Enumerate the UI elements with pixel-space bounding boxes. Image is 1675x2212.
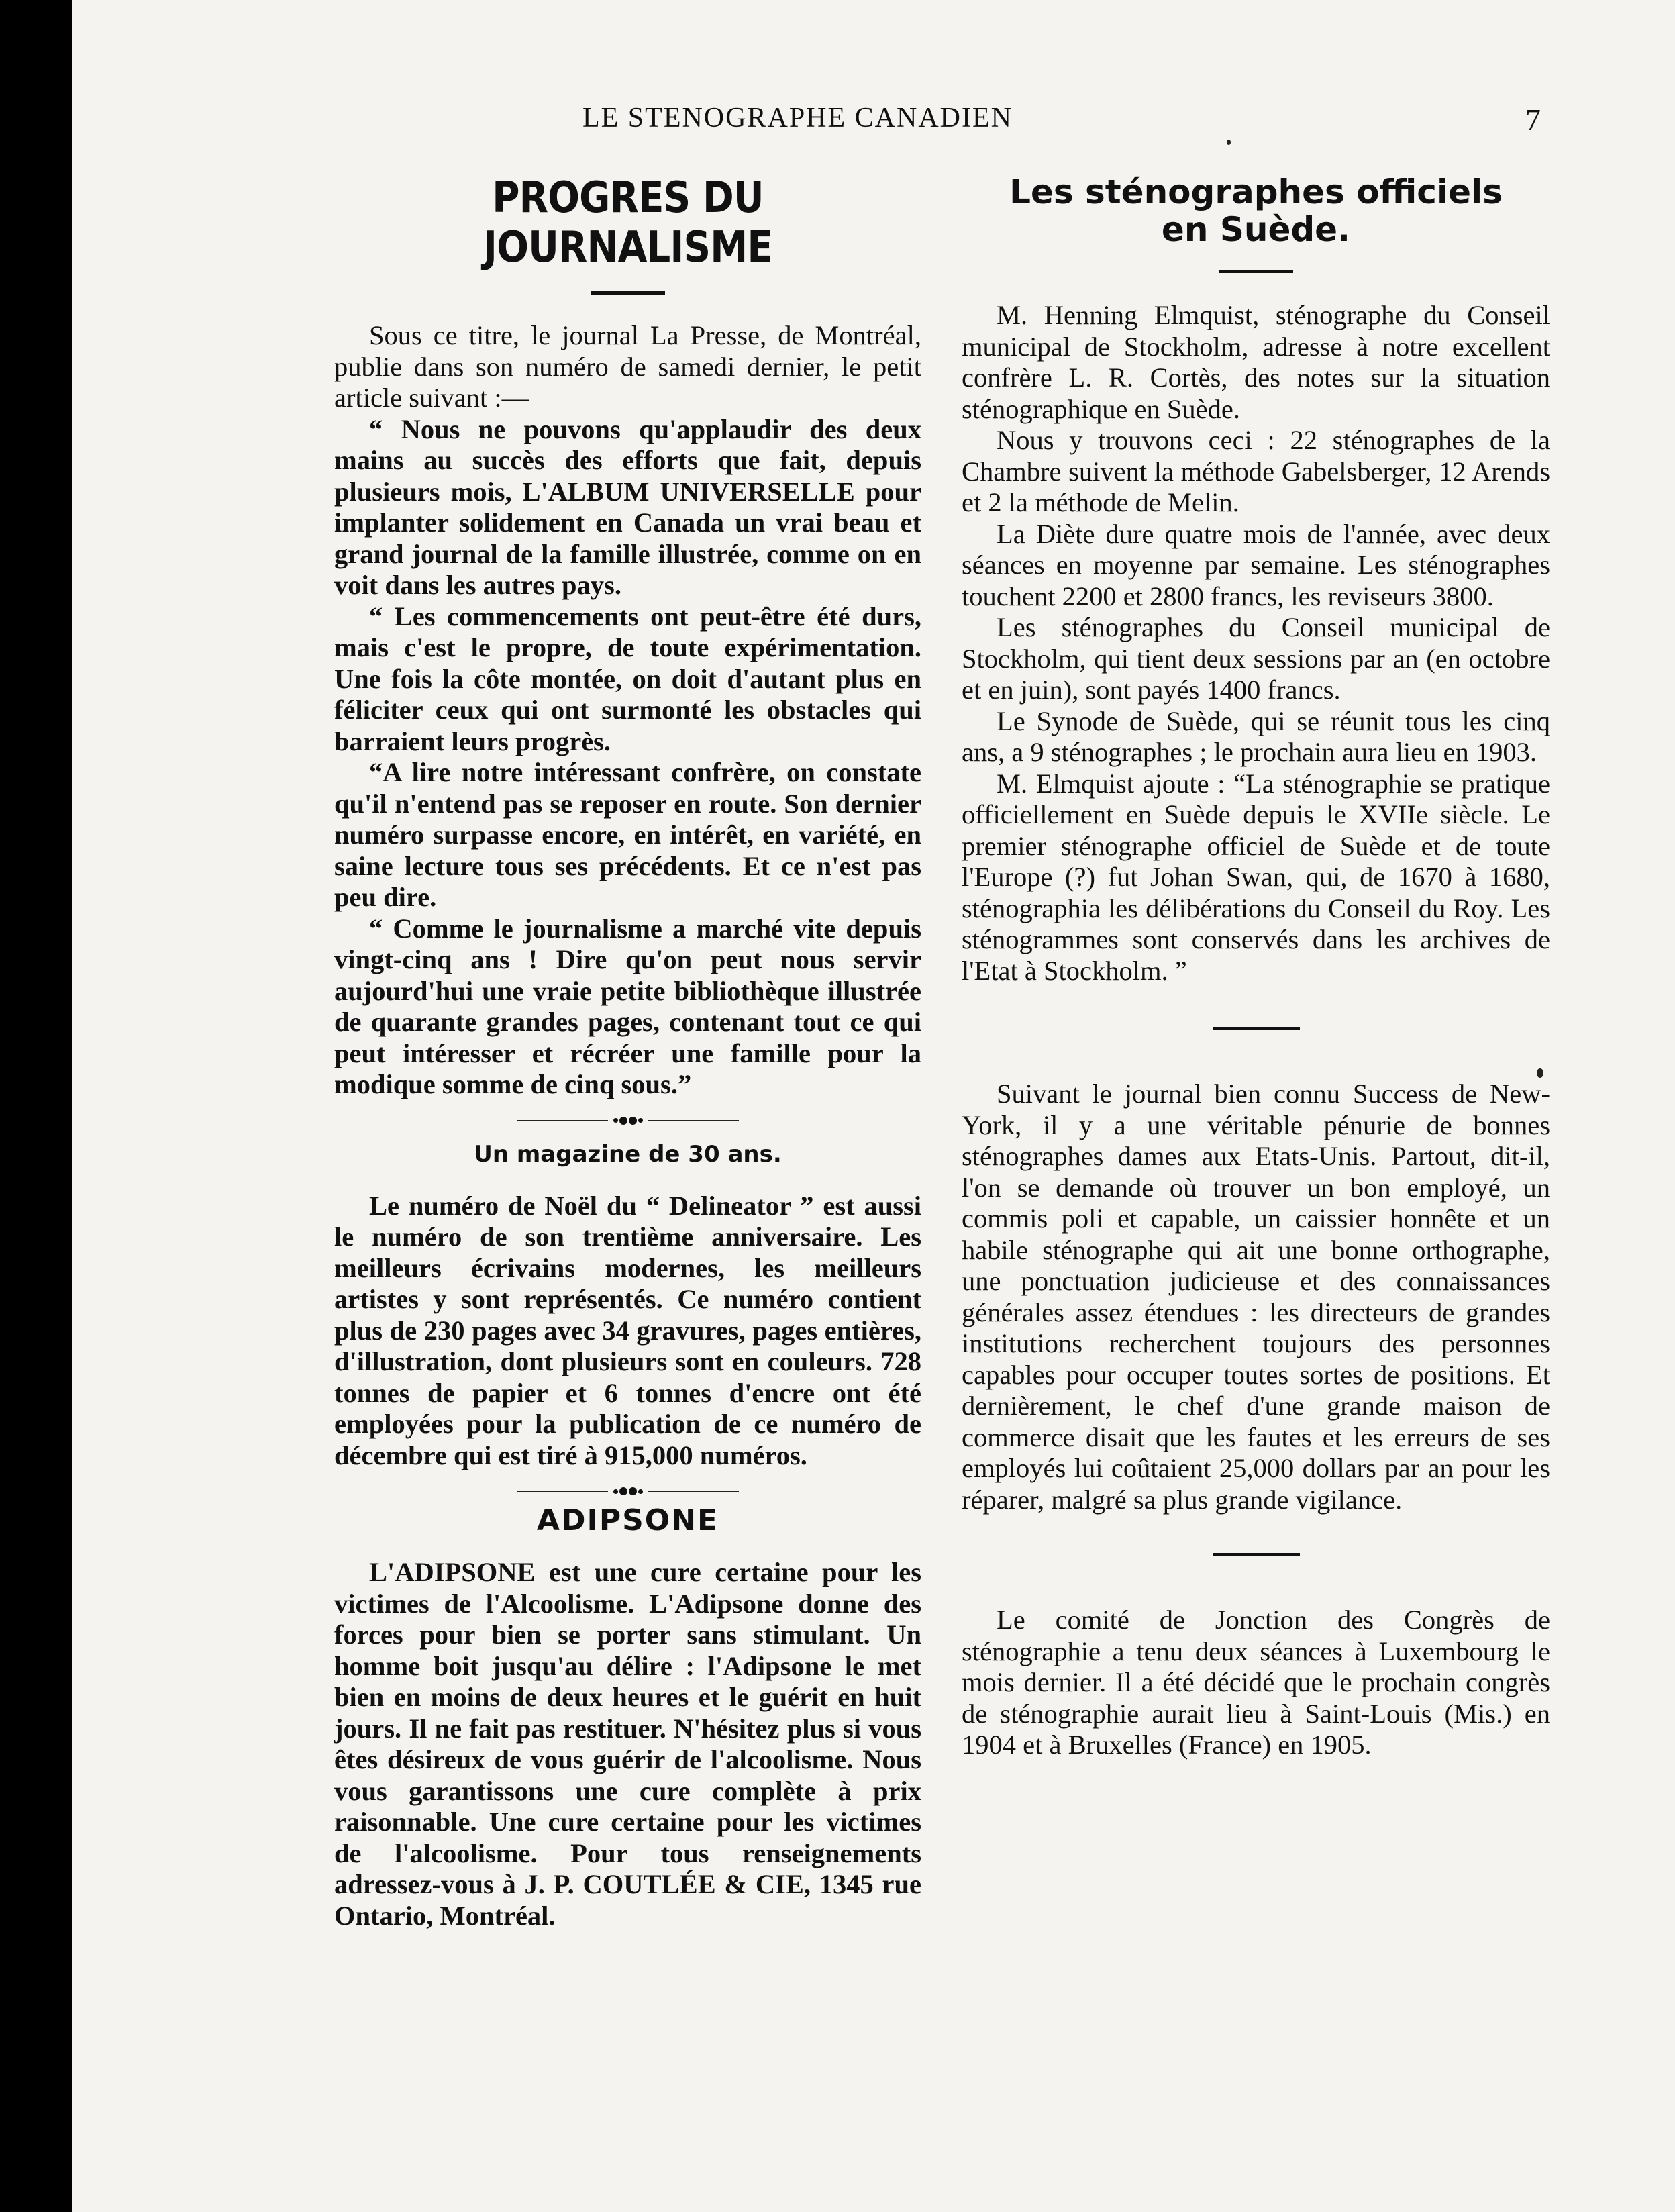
article-title: PROGRES DU JOURNALISME [483,173,772,272]
article-title-line: en Suède. [1161,210,1351,249]
left-column [334,173,921,1931]
article-paragraph: M. Henning Elmquist, sténographe du Conseil municipal de Stockholm, adresse à notre excellent confrère L. R. Cortès, des notes sur la situation sténographique en Suède. [962,300,1550,424]
article-paragraph: Sous ce titre, le journal La Presse, de Montréal, publie dans son numéro de samedi dernier, le petit article suivant :— [334,320,921,413]
article-paragraph: Le Synode de Suède, qui se réunit tous les cinq ans, a 9 sténographes ; le prochain aura lieu en 1903. [962,705,1550,767]
article-paragraph: “ Nous ne pouvons qu'applaudir des deux mains au succès des efforts que fait, depuis plusieurs mois, L'ALBUM UNIVERSELLE pour implanter solidement en Canada un vrai beau et grand journal de la famille illustrée, comme on en voit dans les autres pays. [334,413,921,600]
right-column [962,173,1550,1761]
page-number: 7 [1525,103,1541,137]
section-title: ADIPSONE [536,1503,719,1538]
advertisement-text: L'ADIPSONE est une cure certaine pour les victimes de l'Alcoolisme. L'Adipsone donne des forces pour bien se porter sans stimulant. Un homme boit jusqu'au délire : l'Adipsone le met bien en moins de deux heures et le guérit en huit jours. Il ne fait pas restituer. N'hésitez plus si vous êtes désireux de vous guérir de l'alcoolisme. Nous vous garantissons une cure complète à prix raisonnable. Une cure certaine pour les victimes de l'alcoolisme. Pour tous renseignements adressez-vous à J. P. COUTLÉE & CIE, 1345 rue Ontario, Montréal. [334,1557,921,1931]
article-paragraph: Les sténographes du Conseil municipal de Stockholm, qui tient deux sessions par an (en octobre et en juin), sont payés 1400 francs. [962,612,1550,705]
article-paragraph: M. Elmquist ajoute : “La sténographie se pratique officiellement en Suède depuis le XVIIe siècle. Le premier sténographe officiel de Suède et de toute l'Europe (?) fut Johan Swan, qui, de 1670 à 1680, sténographia les délibérations du Conseil du Roy. Les sténogrammes sont conservés dans les archives de l'Etat à Stockholm. ” [962,768,1550,986]
article-paragraph: “A lire notre intéressant confrère, on constate qu'il n'entend pas se reposer en route. Son dernier numéro surpasse encore, en intérêt, en variété, en saine lecture tous ses précédents. Et ce n'est pas peu dire. [334,757,921,912]
ornament-divider [517,1486,739,1497]
article-paragraph: “ Les commencements ont peut-être été durs, mais c'est le propre, de toute expérimentation. Une fois la côte montée, on doit d'autant plus en féliciter ceux qui ont surmonté les obstacles qui barraient leurs progrès. [334,601,921,756]
article-title-line: Les sténographes officiels [1009,172,1503,211]
newspaper-page [72,0,1675,2212]
article-paragraph: “ Comme le journalisme a marché vite depuis vingt-cinq ans ! Dire qu'on peut nous servir aujourd'hui une vraie petite bibliothèque illustrée de quarante grandes pages, contenant tout ce qui peut intéresser et récréer une famille pour la modique somme de cinq sous.” [334,913,921,1099]
section-title: Un magazine de 30 ans. [474,1140,782,1168]
running-head: LE STENOGRAPHE CANADIEN [582,103,1013,134]
print-speck [1227,140,1231,145]
article-paragraph: Nous y trouvons ceci : 22 sténographes de la Chambre suivent la méthode Gabelsberger, 12 Arends et 2 la méthode de Melin. [962,425,1550,517]
article-paragraph: Le comité de Jonction des Congrès de sténographie a tenu deux séances à Luxembourg le mois dernier. Il a été décidé que le prochain congrès de sténographie aurait lieu à Saint-Louis (Mis.) en 1904 et à Bruxelles (France) en 1905. [962,1605,1550,1760]
article-paragraph: La Diète dure quatre mois de l'année, avec deux séances en moyenne par semaine. Les sténographes touchent 2200 et 2800 francs, les reviseurs 3800. [962,518,1550,611]
article-paragraph: Le numéro de Noël du “ Delineator ” est aussi le numéro de son trentième anniversaire. Les meilleurs écrivains modernes, les meilleurs artistes y sont représentés. Ce numéro contient plus de 230 pages avec 34 gravures, pages entières, d'illustration, dont plusieurs sont en couleurs. 728 tonnes de papier et 6 tonnes d'encre ont été employées pour la publication de ce numéro de décembre qui est tiré à 915,000 numéros. [334,1190,921,1470]
ornament-divider [517,1115,739,1126]
article-paragraph: Suivant le journal bien connu Success de New-York, il y a une véritable pénurie de bonnes sténographes dames aux Etats-Unis. Partout, dit-il, l'on se demande où trouver un bon employé, un commis poli et capable, un caissier honnête et un habile sténographe qui ait une bonne orthographe, une ponctuation judicieuse et des connaissances générales assez étendues : les directeurs de grandes institutions recherchent toujours des personnes capables pour occuper toutes sortes de positions. Et dernièrement, le chef d'une grande maison de commerce disait que les fautes et les erreurs de ses employés lui coûtaient 25,000 dollars par an pour les réparer, malgré sa plus grande vigilance. [962,1078,1550,1515]
